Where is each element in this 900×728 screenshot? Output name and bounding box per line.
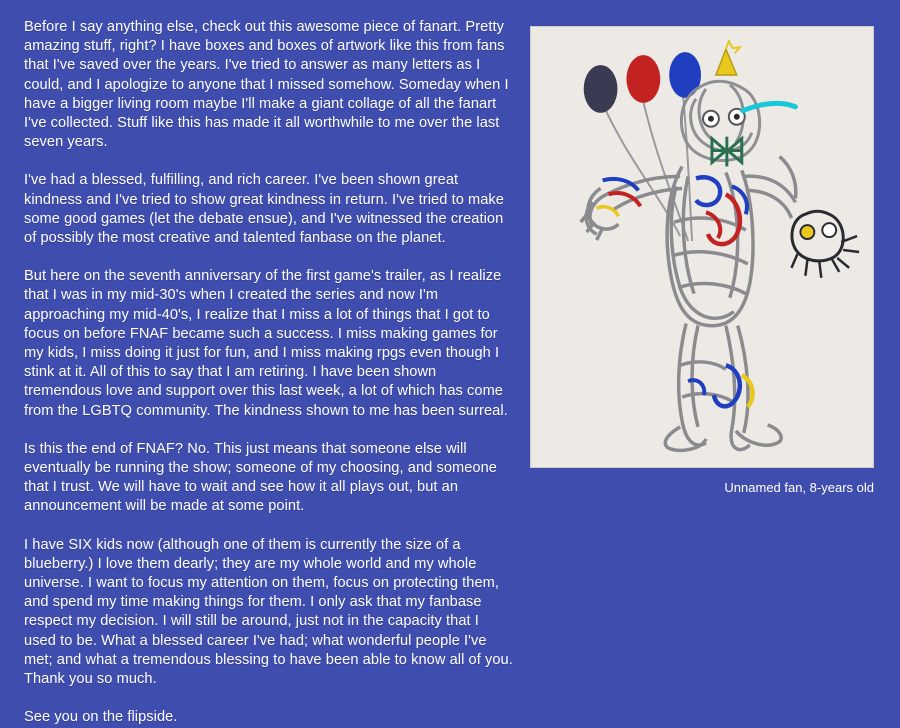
fanart-figure — [530, 26, 874, 496]
fanart-photo — [530, 26, 874, 468]
paragraph-3: But here on the seventh anniversary of the first game's trailer, as I realize that I was in my mid-30's when I created the series and now I'm approaching my mid-40's, I realize that I miss a lot of things that I got to focus on before FNAF became such a success. I miss making games for my kids, I miss doing it just for fun, and I miss making rpgs even though I stink at it. All of this to say that I am retiring. I have been shown tremendous love and support over this last week, a lot of which has come from the LGBTQ community. The kindness shown to me has been surreal. — [24, 268, 508, 419]
paragraph-5: I have SIX kids now (although one of them is currently the size of a blueberry.) I love them dearly; they are my whole world and my whole universe. I want to focus my attention on them, focus on protecting them, and spend my time making things for them. I only ask that my fanbase respect my decision. I will still be around, just not in the capacity that I used to be. What a blessed career I've had; what wonderful people I've met; and what a tremendous blessing to have been able to know all of you. Thank you so much. — [24, 536, 513, 688]
paragraph-6: See you on the flipside. — [24, 709, 178, 726]
paragraph-2: I've had a blessed, fulfilling, and rich career. I've been shown great kindness and I've tried to show great kindness in return. I've tried to make some good games (let the debate ensue), and I've witnessed the creation of possibly the most creative and talented fanbase on the planet. — [24, 172, 504, 247]
figure-caption: Unnamed fan, 8-years old — [724, 480, 874, 495]
paragraph-4: Is this the end of FNAF? No. This just means that someone else will eventually be running the show; someone of my choosing, and someone that I trust. We will have to wait and see how it all plays out, but an announcement will be made at some point. — [24, 440, 497, 515]
fanart-drawing — [531, 27, 873, 467]
paragraph-1: Before I say anything else, check out this awesome piece of fanart. Pretty amazing stuff, right? I have boxes and boxes of artwork like this from fans that I've saved over the years. I've tried to answer as many letters as I could, and I apologize to anyone that I missed somehow. Someday when I have a bigger living room maybe I'll make a giant collage of all the fanart I've collected. Stuff like this has made it all worthwhile to me over the last seven years. — [24, 19, 509, 151]
statement-text-column — [24, 18, 514, 728]
